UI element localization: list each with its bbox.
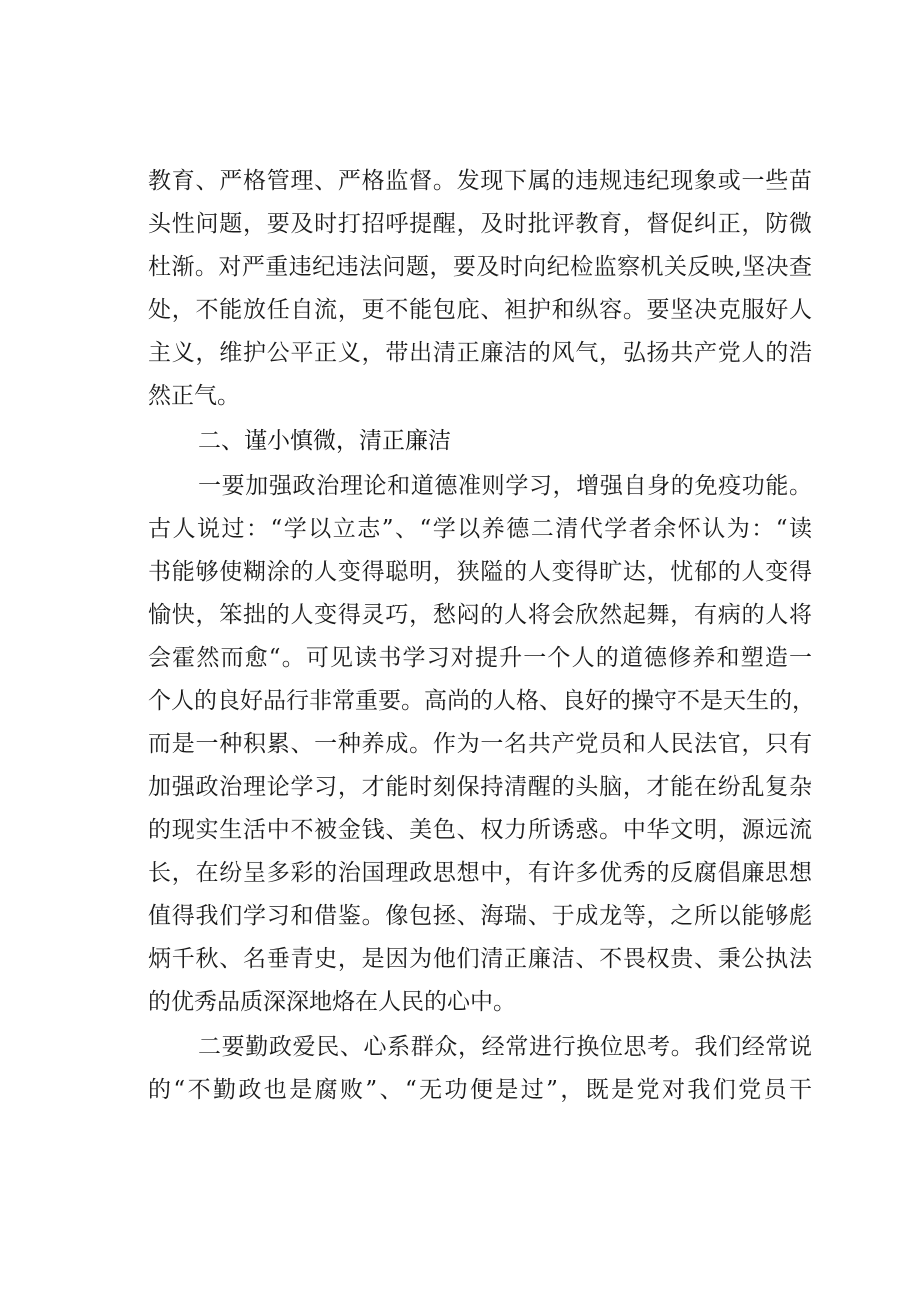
paragraph-line: 头性问题，要及时打招呼提醒，及时批评教育，督促纠正，防微 bbox=[148, 211, 812, 237]
paragraph-line: 的现实生活中不被金钱、美色、权力所诱惑。中华文明，源远流 bbox=[148, 817, 812, 843]
paragraph-line: 一要加强政治理论和道德准则学习，增强自身的免疫功能。 bbox=[198, 473, 812, 499]
paragraph-line: 炳千秋、名垂青史，是因为他们清正廉洁、不畏权贵、秉公执法 bbox=[148, 946, 812, 972]
paragraph-line: 二要勤政爱民、心系群众，经常进行换位思考。我们经常说 bbox=[198, 1034, 812, 1060]
paragraph-line: 杜渐。对严重违纪违法问题，要及时向纪检监察机关反映,坚决查 bbox=[148, 254, 812, 280]
paragraph-line: 然正气。 bbox=[148, 383, 240, 409]
paragraph-line: 值得我们学习和借鉴。像包拯、海瑞、于成龙等，之所以能够彪 bbox=[148, 903, 812, 929]
paragraph-line: 的“不勤政也是腐败”、“无功便是过”，既是党对我们党员干 bbox=[148, 1077, 812, 1103]
paragraph-line: 教育、严格管理、严格监督。发现下属的违规违纪现象或一些苗 bbox=[148, 168, 812, 194]
paragraph-line: 书能够使糊涂的人变得聪明，狭隘的人变得旷达，忧郁的人变得 bbox=[148, 559, 812, 585]
paragraph-line: 长，在纷呈多彩的治国理政思想中，有许多优秀的反腐倡廉思想 bbox=[148, 860, 812, 886]
paragraph-line: 的优秀品质深深地烙在人民的心中。 bbox=[148, 989, 516, 1015]
paragraph-line: 而是一种积累、一种养成。作为一名共产党员和人民法官，只有 bbox=[148, 731, 812, 757]
paragraph-line: 会霍然而愈“。可见读书学习对提升一个人的道德修养和塑造一 bbox=[148, 645, 812, 671]
paragraph-line: 加强政治理论学习，才能时刻保持清醒的头脑，才能在纷乱复杂 bbox=[148, 774, 812, 800]
paragraph-line: 处，不能放任自流，更不能包庇、袒护和纵容。要坚决克服好人 bbox=[148, 297, 812, 323]
paragraph-line: 愉快，笨拙的人变得灵巧，愁闷的人将会欣然起舞，有病的人将 bbox=[148, 602, 812, 628]
paragraph-line: 古人说过：“学以立志”、“学以养德二清代学者余怀认为：“读 bbox=[148, 516, 812, 542]
section-heading: 二、谨小慎微，清正廉洁 bbox=[198, 428, 451, 454]
paragraph-line: 主义，维护公平正义，带出清正廉洁的风气，弘扬共产党人的浩 bbox=[148, 340, 812, 366]
paragraph-line: 个人的良好品行非常重要。高尚的人格、良好的操守不是天生的， bbox=[148, 688, 815, 714]
